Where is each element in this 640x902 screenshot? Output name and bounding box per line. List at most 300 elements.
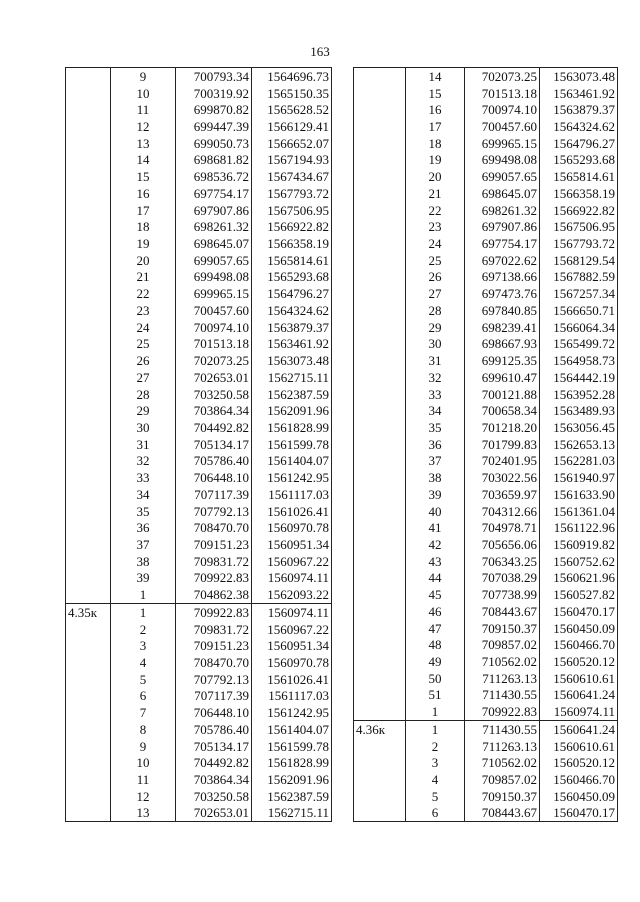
x-coordinate-cell: 700974.10	[465, 101, 540, 118]
table-row	[354, 788, 618, 805]
point-number-cell: 30	[406, 336, 465, 353]
zone-cell	[66, 469, 111, 486]
x-coordinate-cell: 707038.29	[465, 570, 540, 587]
y-coordinate-cell: 1565293.68	[540, 152, 618, 169]
point-number-cell: 31	[406, 352, 465, 369]
y-coordinate-cell: 1561122.96	[540, 519, 618, 536]
table-row	[66, 503, 332, 520]
point-number-cell: 5	[406, 788, 465, 805]
x-coordinate-cell: 711430.55	[465, 721, 540, 738]
point-number-cell: 38	[406, 469, 465, 486]
zone-cell	[354, 653, 406, 670]
point-number-cell: 11	[111, 101, 176, 118]
zone-cell	[354, 603, 406, 620]
x-coordinate-cell: 707792.13	[176, 671, 252, 688]
zone-cell	[66, 519, 111, 536]
zone-cell	[354, 352, 406, 369]
zone-cell	[354, 269, 406, 286]
x-coordinate-cell: 707117.39	[176, 688, 252, 705]
x-coordinate-cell: 711263.13	[465, 738, 540, 755]
zone-cell	[66, 436, 111, 453]
x-coordinate-cell: 708443.67	[465, 805, 540, 822]
table-row	[354, 653, 618, 670]
y-coordinate-cell: 1561242.95	[252, 469, 332, 486]
table-row	[354, 68, 618, 85]
x-coordinate-cell: 702653.01	[176, 805, 252, 822]
x-coordinate-cell: 708443.67	[465, 603, 540, 620]
point-number-cell: 11	[111, 771, 176, 788]
zone-cell	[66, 252, 111, 269]
y-coordinate-cell: 1565628.52	[252, 101, 332, 118]
y-coordinate-cell: 1562091.96	[252, 402, 332, 419]
zone-cell	[66, 486, 111, 503]
table-row	[66, 604, 332, 621]
x-coordinate-cell: 711430.55	[465, 687, 540, 704]
table-row	[354, 152, 618, 169]
point-number-cell: 32	[111, 453, 176, 470]
y-coordinate-cell: 1566652.07	[252, 135, 332, 152]
point-number-cell: 47	[406, 620, 465, 637]
x-coordinate-cell: 703250.58	[176, 386, 252, 403]
x-coordinate-cell: 701218.20	[465, 419, 540, 436]
zone-cell	[354, 536, 406, 553]
x-coordinate-cell: 705134.17	[176, 436, 252, 453]
point-number-cell: 37	[406, 453, 465, 470]
zone-cell	[66, 704, 111, 721]
x-coordinate-cell: 709857.02	[465, 771, 540, 788]
point-number-cell: 36	[406, 436, 465, 453]
zone-cell	[354, 453, 406, 470]
zone-cell	[354, 369, 406, 386]
y-coordinate-cell: 1560951.34	[252, 637, 332, 654]
x-coordinate-cell: 706343.25	[465, 553, 540, 570]
zone-cell	[354, 670, 406, 687]
zone-cell	[66, 654, 111, 671]
table-row	[66, 586, 332, 603]
table-row	[354, 453, 618, 470]
y-coordinate-cell: 1561404.07	[252, 721, 332, 738]
zone-cell	[354, 168, 406, 185]
y-coordinate-cell: 1562281.03	[540, 453, 618, 470]
y-coordinate-cell: 1561026.41	[252, 503, 332, 520]
zone-cell	[354, 486, 406, 503]
point-number-cell: 39	[111, 570, 176, 587]
y-coordinate-cell: 1560450.09	[540, 620, 618, 637]
table-row	[66, 85, 332, 102]
table-row	[354, 352, 618, 369]
point-number-cell: 29	[406, 319, 465, 336]
y-coordinate-cell: 1561026.41	[252, 671, 332, 688]
y-coordinate-cell: 1561361.04	[540, 503, 618, 520]
table-row	[66, 168, 332, 185]
table-row	[354, 252, 618, 269]
table-row	[354, 553, 618, 570]
zone-cell	[354, 436, 406, 453]
zone-cell	[66, 621, 111, 638]
y-coordinate-cell: 1564696.73	[252, 68, 332, 85]
point-number-cell: 10	[111, 85, 176, 102]
point-number-cell: 41	[406, 519, 465, 536]
x-coordinate-cell: 701513.18	[176, 336, 252, 353]
x-coordinate-cell: 702073.25	[176, 352, 252, 369]
y-coordinate-cell: 1567506.95	[252, 202, 332, 219]
table-row	[66, 152, 332, 169]
zone-cell	[354, 636, 406, 653]
table-row	[354, 168, 618, 185]
zone-cell	[354, 386, 406, 403]
point-number-cell: 28	[406, 302, 465, 319]
y-coordinate-cell: 1562091.96	[252, 771, 332, 788]
y-coordinate-cell: 1565499.72	[540, 336, 618, 353]
table-row	[66, 386, 332, 403]
x-coordinate-cell: 699610.47	[465, 369, 540, 386]
table-row	[66, 738, 332, 755]
x-coordinate-cell: 709831.72	[176, 621, 252, 638]
point-number-cell: 3	[406, 754, 465, 771]
y-coordinate-cell: 1561404.07	[252, 453, 332, 470]
point-number-cell: 37	[111, 536, 176, 553]
y-coordinate-cell: 1561242.95	[252, 704, 332, 721]
zone-cell	[66, 352, 111, 369]
table-row	[66, 519, 332, 536]
zone-cell	[66, 269, 111, 286]
table-row	[66, 336, 332, 353]
point-number-cell: 17	[406, 118, 465, 135]
y-coordinate-cell: 1561117.03	[252, 688, 332, 705]
table-row	[66, 101, 332, 118]
table-row	[66, 436, 332, 453]
zone-cell	[66, 218, 111, 235]
zone-cell	[354, 218, 406, 235]
point-number-cell: 22	[406, 202, 465, 219]
zone-cell	[66, 805, 111, 822]
table-row	[354, 269, 618, 286]
point-number-cell: 12	[111, 118, 176, 135]
x-coordinate-cell: 705786.40	[176, 453, 252, 470]
point-number-cell: 39	[406, 486, 465, 503]
zone-cell	[354, 738, 406, 755]
table-row	[66, 553, 332, 570]
table-row	[354, 805, 618, 822]
zone-cell	[66, 85, 111, 102]
y-coordinate-cell: 1561828.99	[252, 754, 332, 771]
x-coordinate-cell: 704978.71	[465, 519, 540, 536]
table-row	[354, 185, 618, 202]
x-coordinate-cell: 704312.66	[465, 503, 540, 520]
x-coordinate-cell: 699498.08	[465, 152, 540, 169]
x-coordinate-cell: 701513.18	[465, 85, 540, 102]
zone-cell	[354, 118, 406, 135]
table-row	[354, 336, 618, 353]
table-row	[66, 185, 332, 202]
point-number-cell: 35	[111, 503, 176, 520]
x-coordinate-cell: 702401.95	[465, 453, 540, 470]
point-number-cell: 36	[111, 519, 176, 536]
point-number-cell: 16	[406, 101, 465, 118]
x-coordinate-cell: 709150.37	[465, 620, 540, 637]
x-coordinate-cell: 704492.82	[176, 419, 252, 436]
y-coordinate-cell: 1567506.95	[540, 218, 618, 235]
zone-cell	[66, 570, 111, 587]
y-coordinate-cell: 1565814.61	[252, 252, 332, 269]
zone-cell	[66, 771, 111, 788]
y-coordinate-cell: 1566650.71	[540, 302, 618, 319]
y-coordinate-cell: 1567434.67	[252, 168, 332, 185]
zone-cell	[66, 185, 111, 202]
point-number-cell: 30	[111, 419, 176, 436]
point-number-cell: 26	[406, 269, 465, 286]
table-row	[354, 135, 618, 152]
zone-cell	[66, 688, 111, 705]
zone-cell	[66, 586, 111, 603]
y-coordinate-cell: 1560520.12	[540, 653, 618, 670]
point-number-cell: 12	[111, 788, 176, 805]
point-number-cell: 4	[111, 654, 176, 671]
x-coordinate-cell: 698667.93	[465, 336, 540, 353]
table-row	[354, 285, 618, 302]
y-coordinate-cell: 1560752.62	[540, 553, 618, 570]
table-row	[66, 771, 332, 788]
left-coordinate-table	[65, 67, 332, 822]
zone-cell	[66, 202, 111, 219]
point-number-cell: 9	[111, 738, 176, 755]
zone-cell	[354, 319, 406, 336]
zone-cell	[66, 168, 111, 185]
table-row	[354, 85, 618, 102]
x-coordinate-cell: 702073.25	[465, 68, 540, 85]
point-number-cell: 16	[111, 185, 176, 202]
table-row	[66, 469, 332, 486]
table-row	[66, 285, 332, 302]
y-coordinate-cell: 1562093.22	[252, 586, 332, 603]
y-coordinate-cell: 1563879.37	[252, 319, 332, 336]
x-coordinate-cell: 700121.88	[465, 386, 540, 403]
point-number-cell: 34	[111, 486, 176, 503]
y-coordinate-cell: 1563952.28	[540, 386, 618, 403]
y-coordinate-cell: 1562387.59	[252, 386, 332, 403]
y-coordinate-cell: 1560610.61	[540, 670, 618, 687]
point-number-cell: 49	[406, 653, 465, 670]
table-row	[354, 738, 618, 755]
x-coordinate-cell: 698261.32	[176, 218, 252, 235]
zone-cell	[354, 152, 406, 169]
y-coordinate-cell: 1560967.22	[252, 621, 332, 638]
zone-cell	[66, 118, 111, 135]
table-row	[354, 721, 618, 738]
y-coordinate-cell: 1563056.45	[540, 419, 618, 436]
y-coordinate-cell: 1567882.59	[540, 269, 618, 286]
table-row	[354, 235, 618, 252]
y-coordinate-cell: 1560919.82	[540, 536, 618, 553]
point-number-cell: 24	[111, 319, 176, 336]
point-number-cell: 9	[111, 68, 176, 85]
zone-cell	[354, 285, 406, 302]
table-row	[354, 670, 618, 687]
point-number-cell: 31	[111, 436, 176, 453]
x-coordinate-cell: 711263.13	[465, 670, 540, 687]
y-coordinate-cell: 1564958.73	[540, 352, 618, 369]
zone-cell	[66, 135, 111, 152]
y-coordinate-cell: 1562653.13	[540, 436, 618, 453]
point-number-cell: 5	[111, 671, 176, 688]
x-coordinate-cell: 700319.92	[176, 85, 252, 102]
y-coordinate-cell: 1563461.92	[540, 85, 618, 102]
zone-cell	[66, 386, 111, 403]
y-coordinate-cell: 1565293.68	[252, 269, 332, 286]
zone-cell	[66, 453, 111, 470]
x-coordinate-cell: 699965.15	[176, 285, 252, 302]
point-number-cell: 24	[406, 235, 465, 252]
point-number-cell: 3	[111, 637, 176, 654]
point-number-cell: 1	[111, 586, 176, 603]
point-number-cell: 27	[111, 369, 176, 386]
x-coordinate-cell: 706448.10	[176, 704, 252, 721]
table-row	[66, 688, 332, 705]
zone-cell	[66, 536, 111, 553]
x-coordinate-cell: 701799.83	[465, 436, 540, 453]
y-coordinate-cell: 1561828.99	[252, 419, 332, 436]
x-coordinate-cell: 702653.01	[176, 369, 252, 386]
point-number-cell: 26	[111, 352, 176, 369]
x-coordinate-cell: 704492.82	[176, 754, 252, 771]
y-coordinate-cell: 1564796.27	[252, 285, 332, 302]
x-coordinate-cell: 709922.83	[465, 703, 540, 720]
point-number-cell: 25	[406, 252, 465, 269]
point-number-cell: 22	[111, 285, 176, 302]
zone-cell	[66, 671, 111, 688]
x-coordinate-cell: 705656.06	[465, 536, 540, 553]
right-table-body	[354, 68, 618, 822]
y-coordinate-cell: 1563461.92	[252, 336, 332, 353]
y-coordinate-cell: 1561599.78	[252, 436, 332, 453]
x-coordinate-cell: 710562.02	[465, 653, 540, 670]
table-row	[354, 436, 618, 453]
table-row	[66, 671, 332, 688]
point-number-cell: 7	[111, 704, 176, 721]
table-row	[354, 302, 618, 319]
zone-cell	[354, 185, 406, 202]
point-number-cell: 43	[406, 553, 465, 570]
point-number-cell: 44	[406, 570, 465, 587]
y-coordinate-cell: 1560470.17	[540, 805, 618, 822]
table-row	[354, 101, 618, 118]
y-coordinate-cell: 1560974.11	[252, 570, 332, 587]
point-number-cell: 14	[111, 152, 176, 169]
x-coordinate-cell: 709857.02	[465, 636, 540, 653]
x-coordinate-cell: 699447.39	[176, 118, 252, 135]
x-coordinate-cell: 707738.99	[465, 586, 540, 603]
x-coordinate-cell: 709151.23	[176, 536, 252, 553]
point-number-cell: 51	[406, 687, 465, 704]
y-coordinate-cell: 1560641.24	[540, 721, 618, 738]
zone-cell	[354, 771, 406, 788]
table-row	[354, 754, 618, 771]
point-number-cell: 13	[111, 805, 176, 822]
table-row	[354, 503, 618, 520]
point-number-cell: 1	[406, 721, 465, 738]
zone-cell	[354, 252, 406, 269]
x-coordinate-cell: 704862.38	[176, 586, 252, 603]
table-row	[66, 202, 332, 219]
table-row	[66, 135, 332, 152]
y-coordinate-cell: 1565814.61	[540, 168, 618, 185]
x-coordinate-cell: 703250.58	[176, 788, 252, 805]
table-row	[66, 319, 332, 336]
table-row	[354, 703, 618, 720]
x-coordinate-cell: 697138.66	[465, 269, 540, 286]
point-number-cell: 10	[111, 754, 176, 771]
x-coordinate-cell: 699870.82	[176, 101, 252, 118]
table-row	[354, 536, 618, 553]
y-coordinate-cell: 1566129.41	[252, 118, 332, 135]
table-row	[354, 469, 618, 486]
y-coordinate-cell: 1563879.37	[540, 101, 618, 118]
zone-cell	[66, 419, 111, 436]
point-number-cell: 40	[406, 503, 465, 520]
y-coordinate-cell: 1560974.11	[252, 604, 332, 621]
page-number: 163	[310, 44, 330, 59]
zone-cell	[66, 285, 111, 302]
y-coordinate-cell: 1560621.96	[540, 570, 618, 587]
left-table-body	[66, 68, 332, 822]
y-coordinate-cell: 1566922.82	[252, 218, 332, 235]
table-row	[66, 721, 332, 738]
y-coordinate-cell: 1560970.78	[252, 519, 332, 536]
y-coordinate-cell: 1564796.27	[540, 135, 618, 152]
zone-cell	[66, 235, 111, 252]
x-coordinate-cell: 707792.13	[176, 503, 252, 520]
y-coordinate-cell: 1561117.03	[252, 486, 332, 503]
point-number-cell: 27	[406, 285, 465, 302]
x-coordinate-cell: 709151.23	[176, 637, 252, 654]
table-row	[354, 636, 618, 653]
zone-cell	[354, 553, 406, 570]
table-row	[66, 118, 332, 135]
y-coordinate-cell: 1560450.09	[540, 788, 618, 805]
x-coordinate-cell: 709922.83	[176, 570, 252, 587]
zone-cell	[354, 302, 406, 319]
table-row	[66, 637, 332, 654]
point-number-cell: 28	[111, 386, 176, 403]
zone-cell	[66, 503, 111, 520]
x-coordinate-cell: 698645.07	[176, 235, 252, 252]
zone-cell	[66, 302, 111, 319]
y-coordinate-cell: 1560470.17	[540, 603, 618, 620]
zone-cell	[66, 152, 111, 169]
x-coordinate-cell: 709922.83	[176, 604, 252, 621]
zone-cell	[354, 703, 406, 720]
y-coordinate-cell: 1567194.93	[252, 152, 332, 169]
point-number-cell: 20	[406, 168, 465, 185]
zone-cell	[354, 419, 406, 436]
table-row	[66, 536, 332, 553]
x-coordinate-cell: 699057.65	[176, 252, 252, 269]
x-coordinate-cell: 699057.65	[465, 168, 540, 185]
x-coordinate-cell: 708470.70	[176, 519, 252, 536]
table-row	[66, 302, 332, 319]
zone-cell	[354, 754, 406, 771]
zone-cell	[354, 620, 406, 637]
table-row	[66, 621, 332, 638]
table-row	[354, 402, 618, 419]
y-coordinate-cell: 1563489.93	[540, 402, 618, 419]
point-number-cell: 1	[406, 703, 465, 720]
point-number-cell: 32	[406, 369, 465, 386]
y-coordinate-cell: 1563073.48	[540, 68, 618, 85]
y-coordinate-cell: 1564324.62	[252, 302, 332, 319]
x-coordinate-cell: 697754.17	[465, 235, 540, 252]
table-row	[354, 118, 618, 135]
